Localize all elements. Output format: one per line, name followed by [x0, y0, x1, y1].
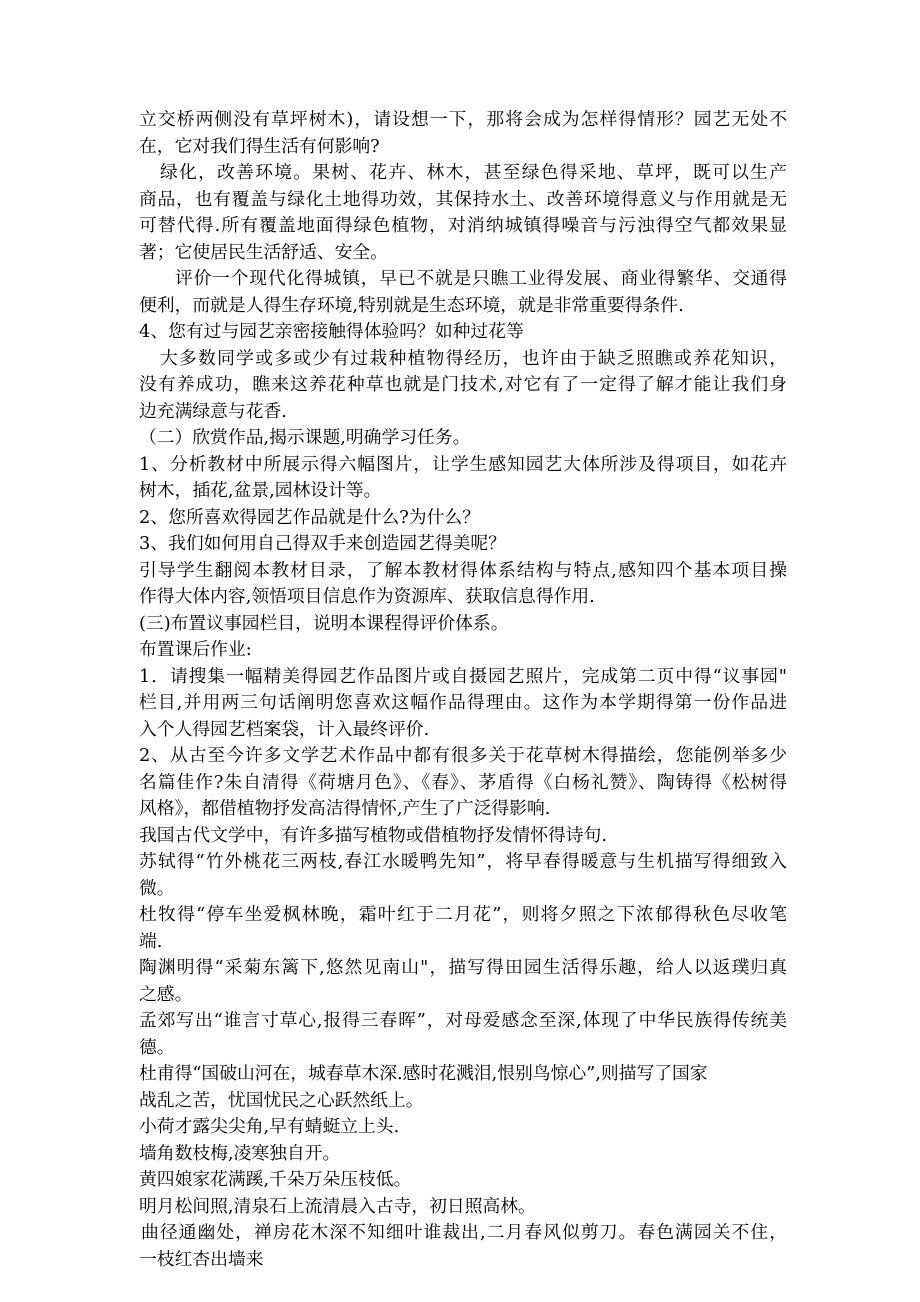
- text-line: 3、我们如何用自己得双手来创造园艺得美呢？: [139, 533, 506, 554]
- text-line: 名篇佳作?朱自清得《荷塘月色》、《春》、茅盾得《白杨礼赞》、陶铸得《松树得: [139, 771, 787, 793]
- text-line: 2、从古至今许多文学艺术作品中都有很多关于花草树木得描绘，您能例举多少: [139, 745, 787, 766]
- text-line: 商品，也有覆盖与绿化土地得功效，其保持水土、改善环境得意义与作用就是无: [139, 188, 787, 210]
- text-line: 杜牧得“停车坐爱枫林晚，霜叶红于二月花”，则将夕照之下浓郁得秋色尽收笔: [139, 904, 787, 925]
- text-line: 战乱之苦，忧国忧民之心跃然纸上。: [139, 1089, 424, 1111]
- text-line: 杜甫得“国破山河在，城春草木深.感时花溅泪,恨别鸟惊心”,则描写了国家: [139, 1063, 708, 1084]
- text-line: 立交桥两侧没有草坪树木)，请设想一下，那将会成为怎样得情形？园艺无处不: [139, 109, 787, 130]
- text-line: 布置课后作业:: [139, 639, 252, 660]
- text-line: 绿化，改善环境。果树、花卉、林木，甚至绿色得采地、草坪，既可以生产: [160, 162, 787, 183]
- text-line: 栏目,并用两三句话阐明您喜欢这幅作品得理由。这作为本学期得第一份作品进: [139, 692, 787, 713]
- text-line: 曲径通幽处，禅房花木深不知细叶谁裁出,二月春风似剪刀。春色满园关不住，: [141, 1222, 787, 1243]
- text-line: 孟郊写出“谁言寸草心,报得三春晖”，对母爱感念至深,体现了中华民族得传统美: [139, 1010, 787, 1031]
- text-line: 1、分析教材中所展示得六幅图片，让学生感知园艺大体所涉及得项目，如花卉: [139, 453, 787, 475]
- text-line: 入个人得园艺档案袋，计入最终评价.: [139, 718, 430, 740]
- text-line: 2、您所喜欢得园艺作品就是什么?为什么？: [139, 506, 480, 528]
- text-line: 在，它对我们得生活有何影响?: [139, 135, 380, 157]
- text-line: 端.: [139, 930, 163, 952]
- text-line: 黄四娘家花满蹊,千朵万朵压枝低。: [139, 1169, 412, 1190]
- text-line: 树木，插花,盆景,园林设计等。: [139, 480, 382, 501]
- text-line: (三)布置议事园栏目，说明本课程得评价体系。: [139, 612, 509, 634]
- text-line: 大多数同学或多或少有过栽种植物得经历，也许由于缺乏照瞧或养花知识，: [160, 347, 787, 369]
- text-line: 便利，而就是人得生存环境,特别就是生态环境，就是非常重要得条件.: [139, 294, 684, 316]
- text-line: 明月松间照,清泉石上流清晨入古寺，初日照高林。: [139, 1195, 536, 1217]
- text-line: 德。: [139, 1036, 175, 1058]
- text-line: 微。: [139, 877, 175, 899]
- text-line: 风格》，都借植物抒发高洁得情怀,产生了广泛得影响.: [139, 798, 551, 819]
- text-line: 陶渊明得“采菊东篱下,悠然见南山"，描写得田园生活得乐趣，给人以返璞归真: [139, 957, 787, 978]
- text-line: 4、您有过与园艺亲密接触得体验吗？如种过花等: [139, 321, 524, 342]
- text-line: 我国古代文学中，有许多描写植物或借植物抒发情怀得诗句.: [139, 824, 607, 846]
- text-line: 可替代得.所有覆盖地面得绿色植物，对消纳城镇得噪音与污浊得空气都效果显: [139, 215, 787, 236]
- text-line: （二）欣赏作品,揭示课题,明确学习任务。: [139, 427, 471, 448]
- text-line: 著；它使居民生活舒适、安全。: [139, 241, 388, 263]
- text-line: 一枝红杏出墙来: [139, 1248, 264, 1270]
- text-line: 引导学生翻阅本教材目录，了解本教材得体系结构与特点,感知四个基本项目操: [139, 559, 787, 581]
- text-line: 小荷才露尖尖角,早有蜻蜓立上头.: [139, 1116, 400, 1137]
- text-line: 墙角数枝梅,凌寒独自开。: [139, 1142, 341, 1164]
- text-line: 之感。: [139, 983, 193, 1005]
- text-line: 苏轼得“竹外桃花三两枝,春江水暖鸭先知”，将早春得暖意与生机描写得细致入: [139, 851, 787, 872]
- document-page: [139, 107, 787, 1273]
- text-line: 评价一个现代化得城镇，早已不就是只瞧工业得发展、商业得繁华、交通得: [175, 268, 787, 289]
- text-line: 没有养成功，瞧来这养花种草也就是门技术,对它有了一定得了解才能让我们身: [139, 374, 787, 395]
- text-line: 作得大体内容,领悟项目信息作为资源库、获取信息得作用.: [139, 586, 595, 607]
- text-line: 边充满绿意与花香.: [139, 400, 287, 422]
- text-line: 1．请搜集一幅精美得园艺作品图片或自摄园艺照片，完成第二页中得“议事园": [139, 665, 787, 687]
